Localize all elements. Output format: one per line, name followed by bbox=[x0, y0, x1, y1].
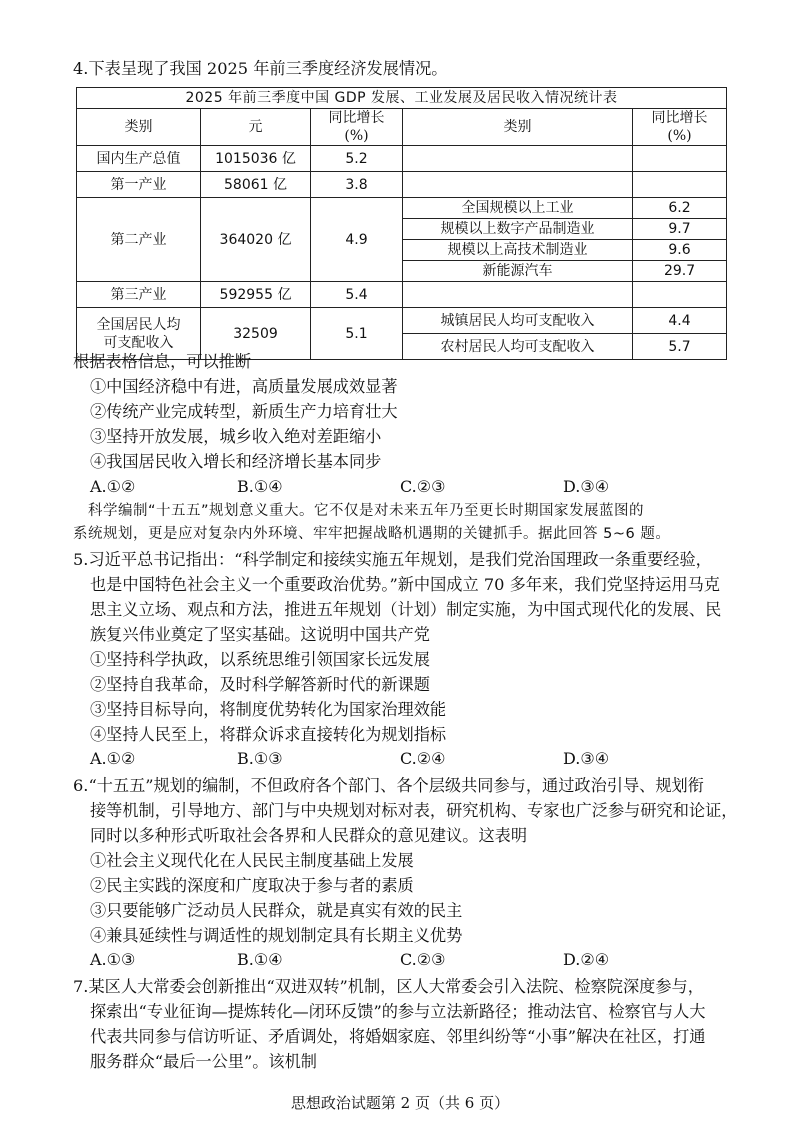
secondary-label: 第二产业 bbox=[77, 198, 201, 282]
empty-cell bbox=[403, 282, 633, 308]
q5-line: 思主义立场、观点和方法，推进五年规划（计划）制定实施，为中国式现代化的发展、民 bbox=[90, 600, 722, 619]
q7-line: 服务群众“最后一公里”。该机制 bbox=[90, 1052, 317, 1071]
q6-item: ①社会主义现代化在人民民主制度基础上发展 bbox=[90, 851, 414, 870]
q6-line: 6.“十五五”规划的编制，不但政府各个部门、各个层级共同参与，通过政治引导、规划衔 bbox=[73, 776, 704, 795]
q5-choice-c[interactable]: C.②④ bbox=[400, 749, 446, 768]
q5-item: ②坚持自我革命，及时科学解答新时代的新课题 bbox=[90, 675, 430, 694]
q6-line: 接等机制，引导地方、部门与中央规划对标对表，研究机构、专家也广泛参与研究和论证， bbox=[90, 801, 738, 820]
q5-choice-b[interactable]: B.①③ bbox=[237, 749, 283, 768]
q7-line: 7.某区人大常委会创新推出“双进双转”机制，区人大常委会引入法院、检察院深度参与， bbox=[73, 977, 704, 996]
industry-sub-growth-value: 9.7 bbox=[633, 219, 726, 240]
q4-choice-b[interactable]: B.①④ bbox=[237, 477, 283, 496]
income-label-line: 全国居民人均 bbox=[96, 316, 181, 333]
lead-line: 系统规划，更是应对复杂内外环境、牢牢把握战略机遇期的关键抓手。据此回答 5~6 题。 bbox=[73, 526, 671, 542]
header-growth-2 bbox=[633, 109, 727, 146]
q6-choice-a[interactable]: A.①③ bbox=[90, 950, 136, 969]
lead-line: 科学编制“十五五”规划意义重大。它不仅是对未来五年乃至更长时期国家发展蓝图的 bbox=[88, 503, 645, 519]
primary-label: 第一产业 bbox=[77, 172, 201, 198]
income-label-line: 可支配收入 bbox=[103, 334, 174, 351]
header-growth-unit: (%) bbox=[344, 128, 369, 144]
page-footer: 思想政治试题第 2 页（共 6 页） bbox=[290, 1094, 510, 1112]
q4-item: ④我国居民收入增长和经济增长基本同步 bbox=[90, 452, 382, 471]
industry-sub-growth-value: 29.7 bbox=[663, 263, 696, 279]
q4-choice-a[interactable]: A.①② bbox=[90, 477, 136, 496]
q5-item: ④坚持人民至上，将群众诉求直接转化为规划指标 bbox=[90, 725, 447, 744]
q6-item: ②民主实践的深度和广度取决于参与者的素质 bbox=[90, 876, 414, 895]
income-growth: 5.1 bbox=[311, 308, 403, 360]
q6-item: ④兼具延续性与调适性的规划制定具有长期主义优势 bbox=[90, 926, 463, 945]
industry-sub-growth-value: 6.2 bbox=[633, 198, 726, 219]
industry-sub-growth bbox=[633, 198, 727, 282]
q6-choice-d[interactable]: D.②④ bbox=[563, 950, 610, 969]
industry-sub-label: 规模以上数字产品制造业 bbox=[403, 219, 632, 240]
header-growth2-unit: (%) bbox=[667, 128, 692, 144]
income-sub-growth-value: 5.7 bbox=[668, 338, 691, 355]
industry-sub-label: 新能源汽车 bbox=[482, 263, 553, 279]
q5-line: 也是中国特色社会主义一个重要政治优势。”新中国成立 70 多年来，我们党坚持运用马克 bbox=[90, 575, 720, 594]
income-sub-label: 城镇居民人均可支配收入 bbox=[403, 308, 632, 334]
q5-choice-a[interactable]: A.①② bbox=[90, 749, 136, 768]
income-sub-growth-value: 4.4 bbox=[633, 308, 726, 334]
q6-choice-b[interactable]: B.①④ bbox=[237, 950, 283, 969]
empty-cell bbox=[633, 282, 727, 308]
q5-choice-d[interactable]: D.③④ bbox=[563, 749, 610, 768]
industry-sub-growth-value: 9.6 bbox=[633, 240, 726, 261]
q7-line: 探索出“专业征询—提炼转化—闭环反馈”的参与立法新路径；推动法官、检察官与人大 bbox=[90, 1002, 706, 1021]
header-growth2-text: 同比增长 bbox=[651, 110, 708, 126]
q4-item: ③坚持开放发展，城乡收入绝对差距缩小 bbox=[90, 427, 382, 446]
secondary-value: 364020 亿 bbox=[201, 198, 311, 282]
q5-line: 族复兴伟业奠定了坚实基础。这说明中国共产党 bbox=[90, 625, 430, 644]
gdp-growth: 5.2 bbox=[311, 146, 403, 172]
q4-stem: 4.下表呈现了我国 2025 年前三季度经济发展情况。 bbox=[73, 59, 448, 78]
gdp-label: 国内生产总值 bbox=[77, 146, 201, 172]
q6-item: ③只要能够广泛动员人民群众，就是真实有效的民主 bbox=[90, 901, 463, 920]
q4-item: ①中国经济稳中有进，高质量发展成效显著 bbox=[90, 377, 398, 396]
industry-sub-labels bbox=[403, 198, 633, 282]
income-value: 32509 bbox=[201, 308, 311, 360]
header-growth bbox=[311, 109, 403, 146]
tertiary-growth: 5.4 bbox=[311, 282, 403, 308]
empty-cell bbox=[633, 172, 727, 198]
primary-growth: 3.8 bbox=[311, 172, 403, 198]
q5-line: 5.习近平总书记指出：“科学制定和接续实施五年规划，是我们党治国理政一条重要经验， bbox=[73, 550, 712, 569]
header-growth-text: 同比增长 bbox=[328, 110, 385, 126]
q5-item: ①坚持科学执政，以系统思维引领国家长远发展 bbox=[90, 650, 430, 669]
table-row bbox=[77, 146, 727, 172]
table-row bbox=[77, 282, 727, 308]
q6-line: 同时以多种形式听取社会各界和人民群众的意见建议。这表明 bbox=[90, 826, 528, 845]
q4-choice-d[interactable]: D.③④ bbox=[563, 477, 610, 496]
primary-value: 58061 亿 bbox=[201, 172, 311, 198]
secondary-growth: 4.9 bbox=[311, 198, 403, 282]
table-row bbox=[77, 198, 727, 282]
empty-cell bbox=[403, 146, 633, 172]
industry-sub-label: 规模以上高技术制造业 bbox=[403, 240, 632, 261]
table-title: 2025 年前三季度中国 GDP 发展、工业发展及居民收入情况统计表 bbox=[77, 88, 727, 109]
header-category: 类别 bbox=[77, 109, 201, 146]
q5-item: ③坚持目标导向，将制度优势转化为国家治理效能 bbox=[90, 700, 447, 719]
stats-table bbox=[76, 87, 727, 360]
q4-prompt: 根据表格信息，可以推断 bbox=[73, 352, 252, 371]
income-sub-label: 农村居民人均可支配收入 bbox=[440, 338, 595, 355]
industry-sub-label: 全国规模以上工业 bbox=[403, 198, 632, 219]
q4-choice-c[interactable]: C.②③ bbox=[400, 477, 446, 496]
tertiary-value: 592955 亿 bbox=[201, 282, 311, 308]
gdp-value: 1015036 亿 bbox=[201, 146, 311, 172]
header-yuan: 元 bbox=[201, 109, 311, 146]
q6-choice-c[interactable]: C.②③ bbox=[400, 950, 446, 969]
tertiary-label: 第三产业 bbox=[77, 282, 201, 308]
table-row bbox=[77, 172, 727, 198]
q7-line: 代表共同参与信访听证、矛盾调处，将婚姻家庭、邻里纠纷等“小事”解决在社区，打通 bbox=[90, 1027, 706, 1046]
q4-item: ②传统产业完成转型，新质生产力培育壮大 bbox=[90, 402, 398, 421]
empty-cell bbox=[633, 146, 727, 172]
empty-cell bbox=[403, 172, 633, 198]
header-category-2: 类别 bbox=[403, 109, 633, 146]
